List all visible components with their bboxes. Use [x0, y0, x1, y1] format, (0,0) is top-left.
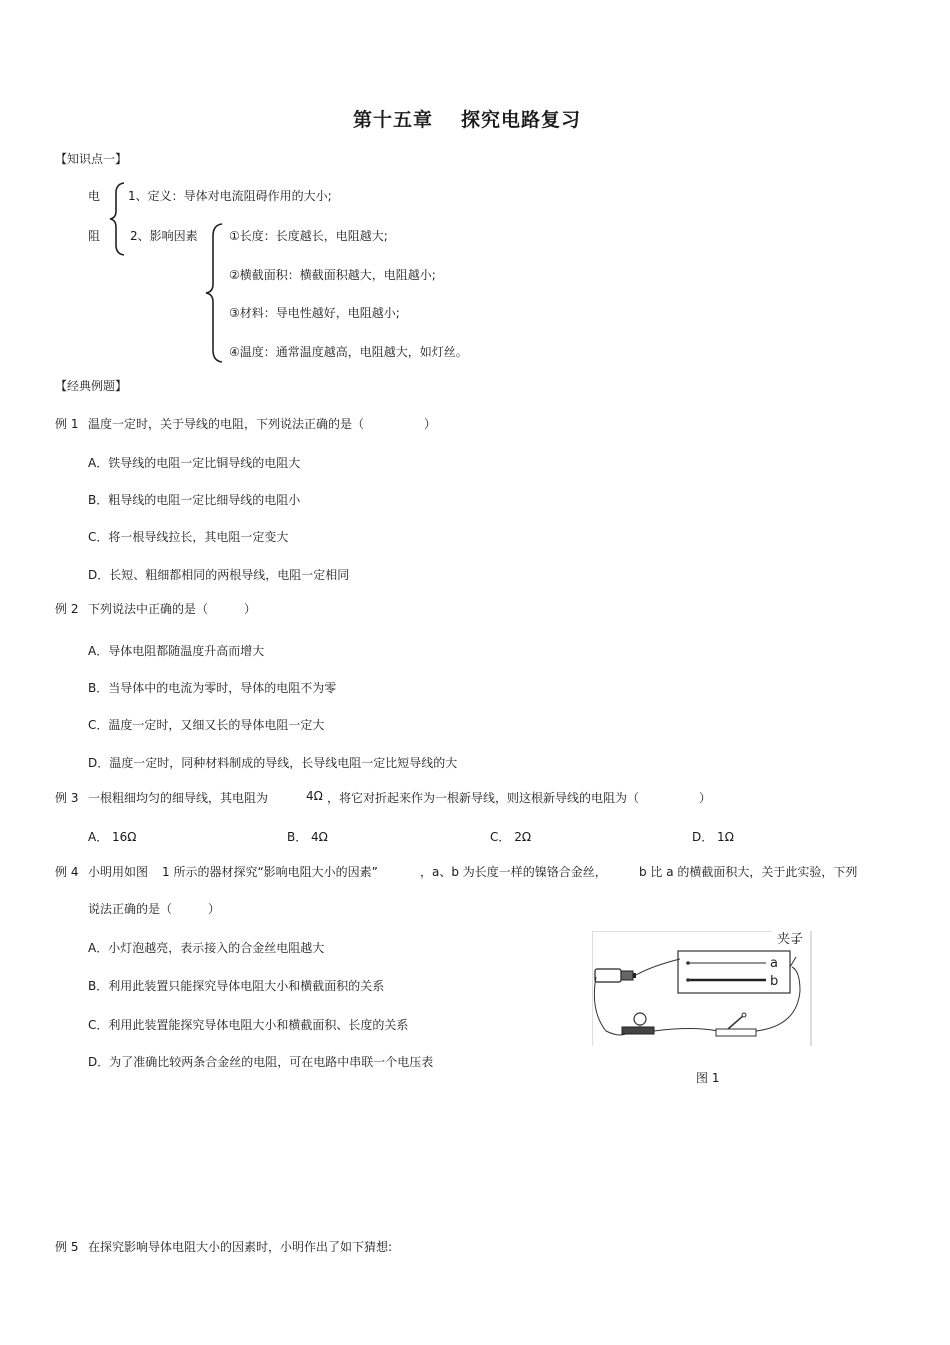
concept-char-1: 电 — [88, 189, 101, 203]
left-brace-icon — [108, 181, 128, 257]
circuit-diagram — [592, 931, 812, 1046]
figure-caption: 图 1 — [696, 1071, 720, 1085]
example-3-option-b: B． 4Ω — [287, 830, 328, 844]
page-title — [353, 105, 581, 132]
example-1-option-c: C．将一根导线拉长，其电阻一定变大 — [88, 530, 289, 544]
example-2-option-a: A．导体电阻都随温度升高而增大 — [88, 644, 265, 658]
clip-label: 夹子 — [777, 932, 804, 947]
example-1-option-b: B．粗导线的电阻一定比细导线的电阻小 — [88, 493, 301, 507]
example-4-option-a: A．小灯泡越亮，表示接入的合金丝电阻越大 — [88, 941, 325, 955]
example-3-resistance-value: 4Ω — [306, 789, 323, 803]
bulb-holder — [622, 1027, 654, 1034]
example-4-option-c: C．利用此装置能探究导体电阻大小和横截面积、长度的关系 — [88, 1018, 409, 1032]
factor-length: ①长度：长度越长，电阻越大; — [229, 229, 388, 243]
factor-area: ②横截面积：横截面积越大，电阻越小; — [229, 268, 436, 282]
factors-label: 2、影响因素 — [130, 229, 198, 243]
example-4-label: 例 4 — [55, 865, 79, 879]
examples-heading: 【经典例题】 — [55, 379, 128, 393]
factor-temperature: ④温度：通常温度越高，电阻越大，如灯丝。 — [229, 345, 468, 359]
concept-char-2: 阻 — [88, 229, 101, 243]
example-3-stem-a: 一根粗细均匀的细导线，其电阻为 — [88, 791, 269, 805]
example-4-option-b: B．利用此装置只能探究导体电阻大小和横截面积的关系 — [88, 979, 385, 993]
example-4-stem-part-1: 小明用如图 — [88, 865, 149, 879]
example-2-option-b: B．当导体中的电流为零时，导体的电阻不为零 — [88, 681, 337, 695]
switch — [716, 1029, 756, 1036]
battery — [595, 969, 621, 982]
example-5-stem: 在探究影响导体电阻大小的因素时，小明作出了如下猜想: — [88, 1240, 393, 1254]
factors-brace-icon — [204, 222, 226, 364]
chapter-number: 第十五章 — [353, 109, 434, 131]
factor-material: ③材料：导电性越好，电阻越小; — [229, 306, 400, 320]
example-3-option-a: A． 16Ω — [88, 830, 137, 844]
example-5-label: 例 5 — [55, 1240, 79, 1254]
example-3-option-d: D． 1Ω — [692, 830, 734, 844]
example-3-option-c: C． 2Ω — [490, 830, 531, 844]
light-bulb — [634, 1013, 646, 1025]
chapter-topic: 探究电路复习 — [461, 109, 582, 131]
example-1-option-a: A．铁导线的电阻一定比铜导线的电阻大 — [88, 456, 301, 470]
knowledge-heading: 【知识点一】 — [55, 152, 128, 166]
example-2-option-c: C．温度一定时，又细又长的导体电阻一定大 — [88, 718, 325, 732]
example-2-stem: 下列说法中正确的是（ ） — [88, 602, 257, 616]
example-1-stem: 温度一定时，关于导线的电阻，下列说法正确的是（ ） — [88, 417, 437, 431]
example-4-option-d: D．为了准确比较两条合金丝的电阻，可在电路中串联一个电压表 — [88, 1055, 434, 1069]
example-1-label: 例 1 — [55, 417, 79, 431]
definition-text: 1、定义：导体对电流阻碍作用的大小; — [128, 189, 332, 203]
example-2-label: 例 2 — [55, 602, 79, 616]
example-2-option-d: D．温度一定时，同种材料制成的导线，长导线电阻一定比短导线的大 — [88, 756, 458, 770]
wire-a-label: a — [770, 956, 778, 971]
example-4-stem-line-2: 说法正确的是（ ） — [88, 902, 221, 916]
circuit-figure — [592, 931, 812, 1046]
example-4-stem-part-4: b 比 a 的横截面积大，关于此实验，下列 — [639, 865, 858, 879]
example-3-label: 例 3 — [55, 791, 79, 805]
example-3-stem-b: ，将它对折起来作为一根新导线，则这根新导线的电阻为（ ） — [327, 791, 712, 805]
example-4-stem-part-3: ，a、b 为长度一样的镍铬合金丝， — [420, 865, 607, 879]
wire-b-label: b — [770, 974, 779, 989]
example-4-stem-part-2: 1 所示的器材探究“影响电阻大小的因素” — [162, 865, 378, 879]
example-1-option-d: D．长短、粗细都相同的两根导线，电阻一定相同 — [88, 568, 350, 582]
